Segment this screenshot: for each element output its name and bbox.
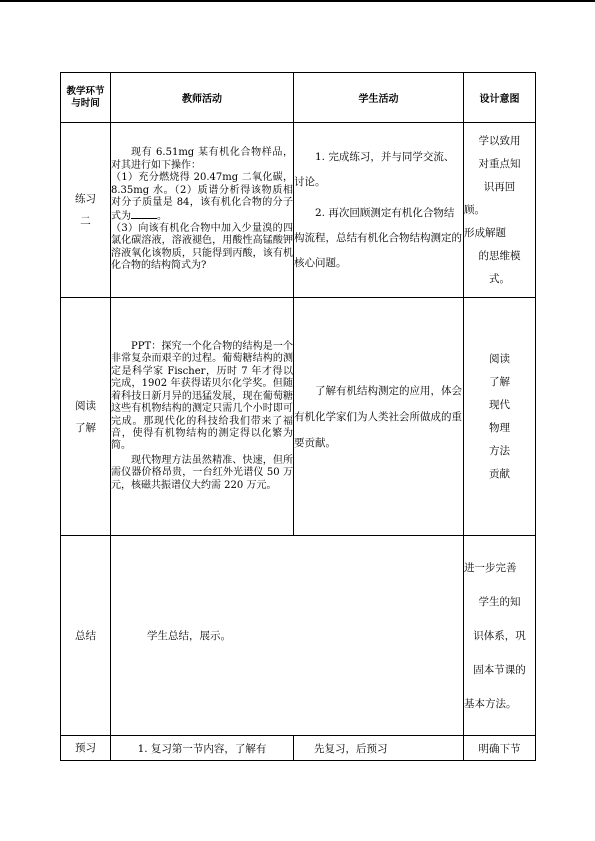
- intent-line: 现代: [489, 398, 510, 411]
- row-reading: [61, 298, 536, 536]
- design-intent-cell: [464, 736, 536, 761]
- exercise-part-1-2-text: （1）充分燃烧得 20.47mg 二氧化碳，8.35mg 水。（2）质谱分析得该物质相对分子质量是 84，该有机化合物的分子式为: [111, 172, 293, 222]
- stage-line: 预习: [75, 742, 96, 754]
- stage-line: 总结: [75, 629, 96, 642]
- intent-line: 的思维模: [478, 249, 521, 262]
- stage-line: 练习: [75, 193, 96, 205]
- row-exercise-two: [61, 123, 536, 298]
- intent-line: 顾。: [464, 203, 485, 216]
- intent-line: 式。: [489, 272, 510, 285]
- intent-line: 识再回: [483, 180, 516, 193]
- ppt-paragraph: PPT：探究一个化合物的结构是一个非常复杂而艰辛的过程。葡萄糖结构的测定是科学家 Fischer，历时 7 年才得以完成，1902 年获得诺贝尔化学奖。但随着科技日新月异的迅猛发展，现在葡萄糖这些有机物结构的测定只需几个小时即可完成。那现代化的科技给我们带来了福音，使得有机物结构的测定得以化繁为简。: [111, 341, 293, 452]
- intent-line: 识体系，巩: [473, 629, 526, 642]
- summary-activity-cell: [111, 536, 464, 736]
- intent-line: 进一步完善: [464, 561, 517, 574]
- intent-line: 了解: [489, 375, 510, 388]
- lesson-plan-table: [60, 72, 536, 761]
- stage-cell: [61, 298, 111, 536]
- header-teacher-activity: 教师活动: [111, 73, 294, 123]
- student-activity-cell: [294, 298, 464, 536]
- intent-line: 形成解题: [464, 226, 506, 239]
- answer-blank: [131, 210, 157, 219]
- stage-cell: [61, 736, 111, 761]
- exercise-period: 。: [157, 210, 167, 222]
- preview-intent-text: 明确下节: [478, 742, 521, 755]
- header-row: [61, 73, 536, 123]
- intent-line: 基本方法。: [464, 697, 517, 710]
- intent-line: 固本节课的: [473, 663, 526, 676]
- preview-teacher-text: 1. 复习第一节内容，了解有: [137, 742, 267, 755]
- header-stage: 教学环节与时间: [61, 73, 111, 123]
- stage-line: 二: [80, 215, 91, 227]
- intent-line: 阅读: [489, 352, 510, 365]
- teacher-activity-cell: [111, 123, 294, 298]
- header-design-intent: 设计意图: [464, 73, 536, 123]
- summary-text: 学生总结，展示。: [147, 630, 231, 642]
- teacher-activity-cell: [111, 298, 294, 536]
- header-student-activity: 学生活动: [294, 73, 464, 123]
- student-step-1: 1. 完成练习，并与同学交流、讨论。: [294, 150, 455, 188]
- intent-line: 学以致用: [478, 134, 521, 147]
- design-intent-cell: [464, 536, 536, 736]
- row-summary: [61, 536, 536, 736]
- student-step-2: 2. 再次回顾测定有机化合物结构流程，总结有机化合物结构测定的核心问题。: [294, 206, 462, 269]
- student-activity-cell: [294, 123, 464, 298]
- intent-line: 对重点知: [478, 157, 521, 170]
- intent-line: 学生的知: [478, 595, 521, 608]
- stage-cell: [61, 123, 111, 298]
- page-top-rule: [0, 0, 595, 2]
- stage-cell: [61, 536, 111, 736]
- preview-student-text: 先复习，后预习: [314, 742, 388, 755]
- stage-line: 了解: [75, 421, 96, 434]
- exercise-intro: 现有 6.51mg 某有机化合物样品，对其进行如下操作：: [111, 147, 293, 171]
- teacher-activity-cell: [111, 736, 294, 761]
- intent-line: 方法: [489, 444, 510, 457]
- exercise-part-3: （3）向该有机化合物中加入少量溴的四氯化碳溶液，溶液褪色，用酸性高锰酸钾溶液氧化该物质，只能得到丙酸，该有机化合物的结构简式为?: [111, 222, 293, 272]
- student-reading-text: 了解有机结构测定的应用，体会有机化学家们为人类社会所做成的重要贡献。: [294, 384, 462, 449]
- design-intent-cell: [464, 123, 536, 298]
- intent-line: 贡献: [489, 467, 510, 480]
- exercise-part-1-2: [111, 172, 293, 223]
- physics-method-paragraph: 现代物理方法虽然精准、快速，但所需仪器价格昂贵，一台红外光谱仪 50 万元，核磁共振谱仪大约需 220 万元。: [111, 454, 293, 491]
- intent-line: 物理: [489, 421, 510, 434]
- student-activity-cell: [294, 736, 464, 761]
- stage-line: 阅读: [75, 399, 96, 412]
- design-intent-cell: [464, 298, 536, 536]
- row-preview: [61, 736, 536, 761]
